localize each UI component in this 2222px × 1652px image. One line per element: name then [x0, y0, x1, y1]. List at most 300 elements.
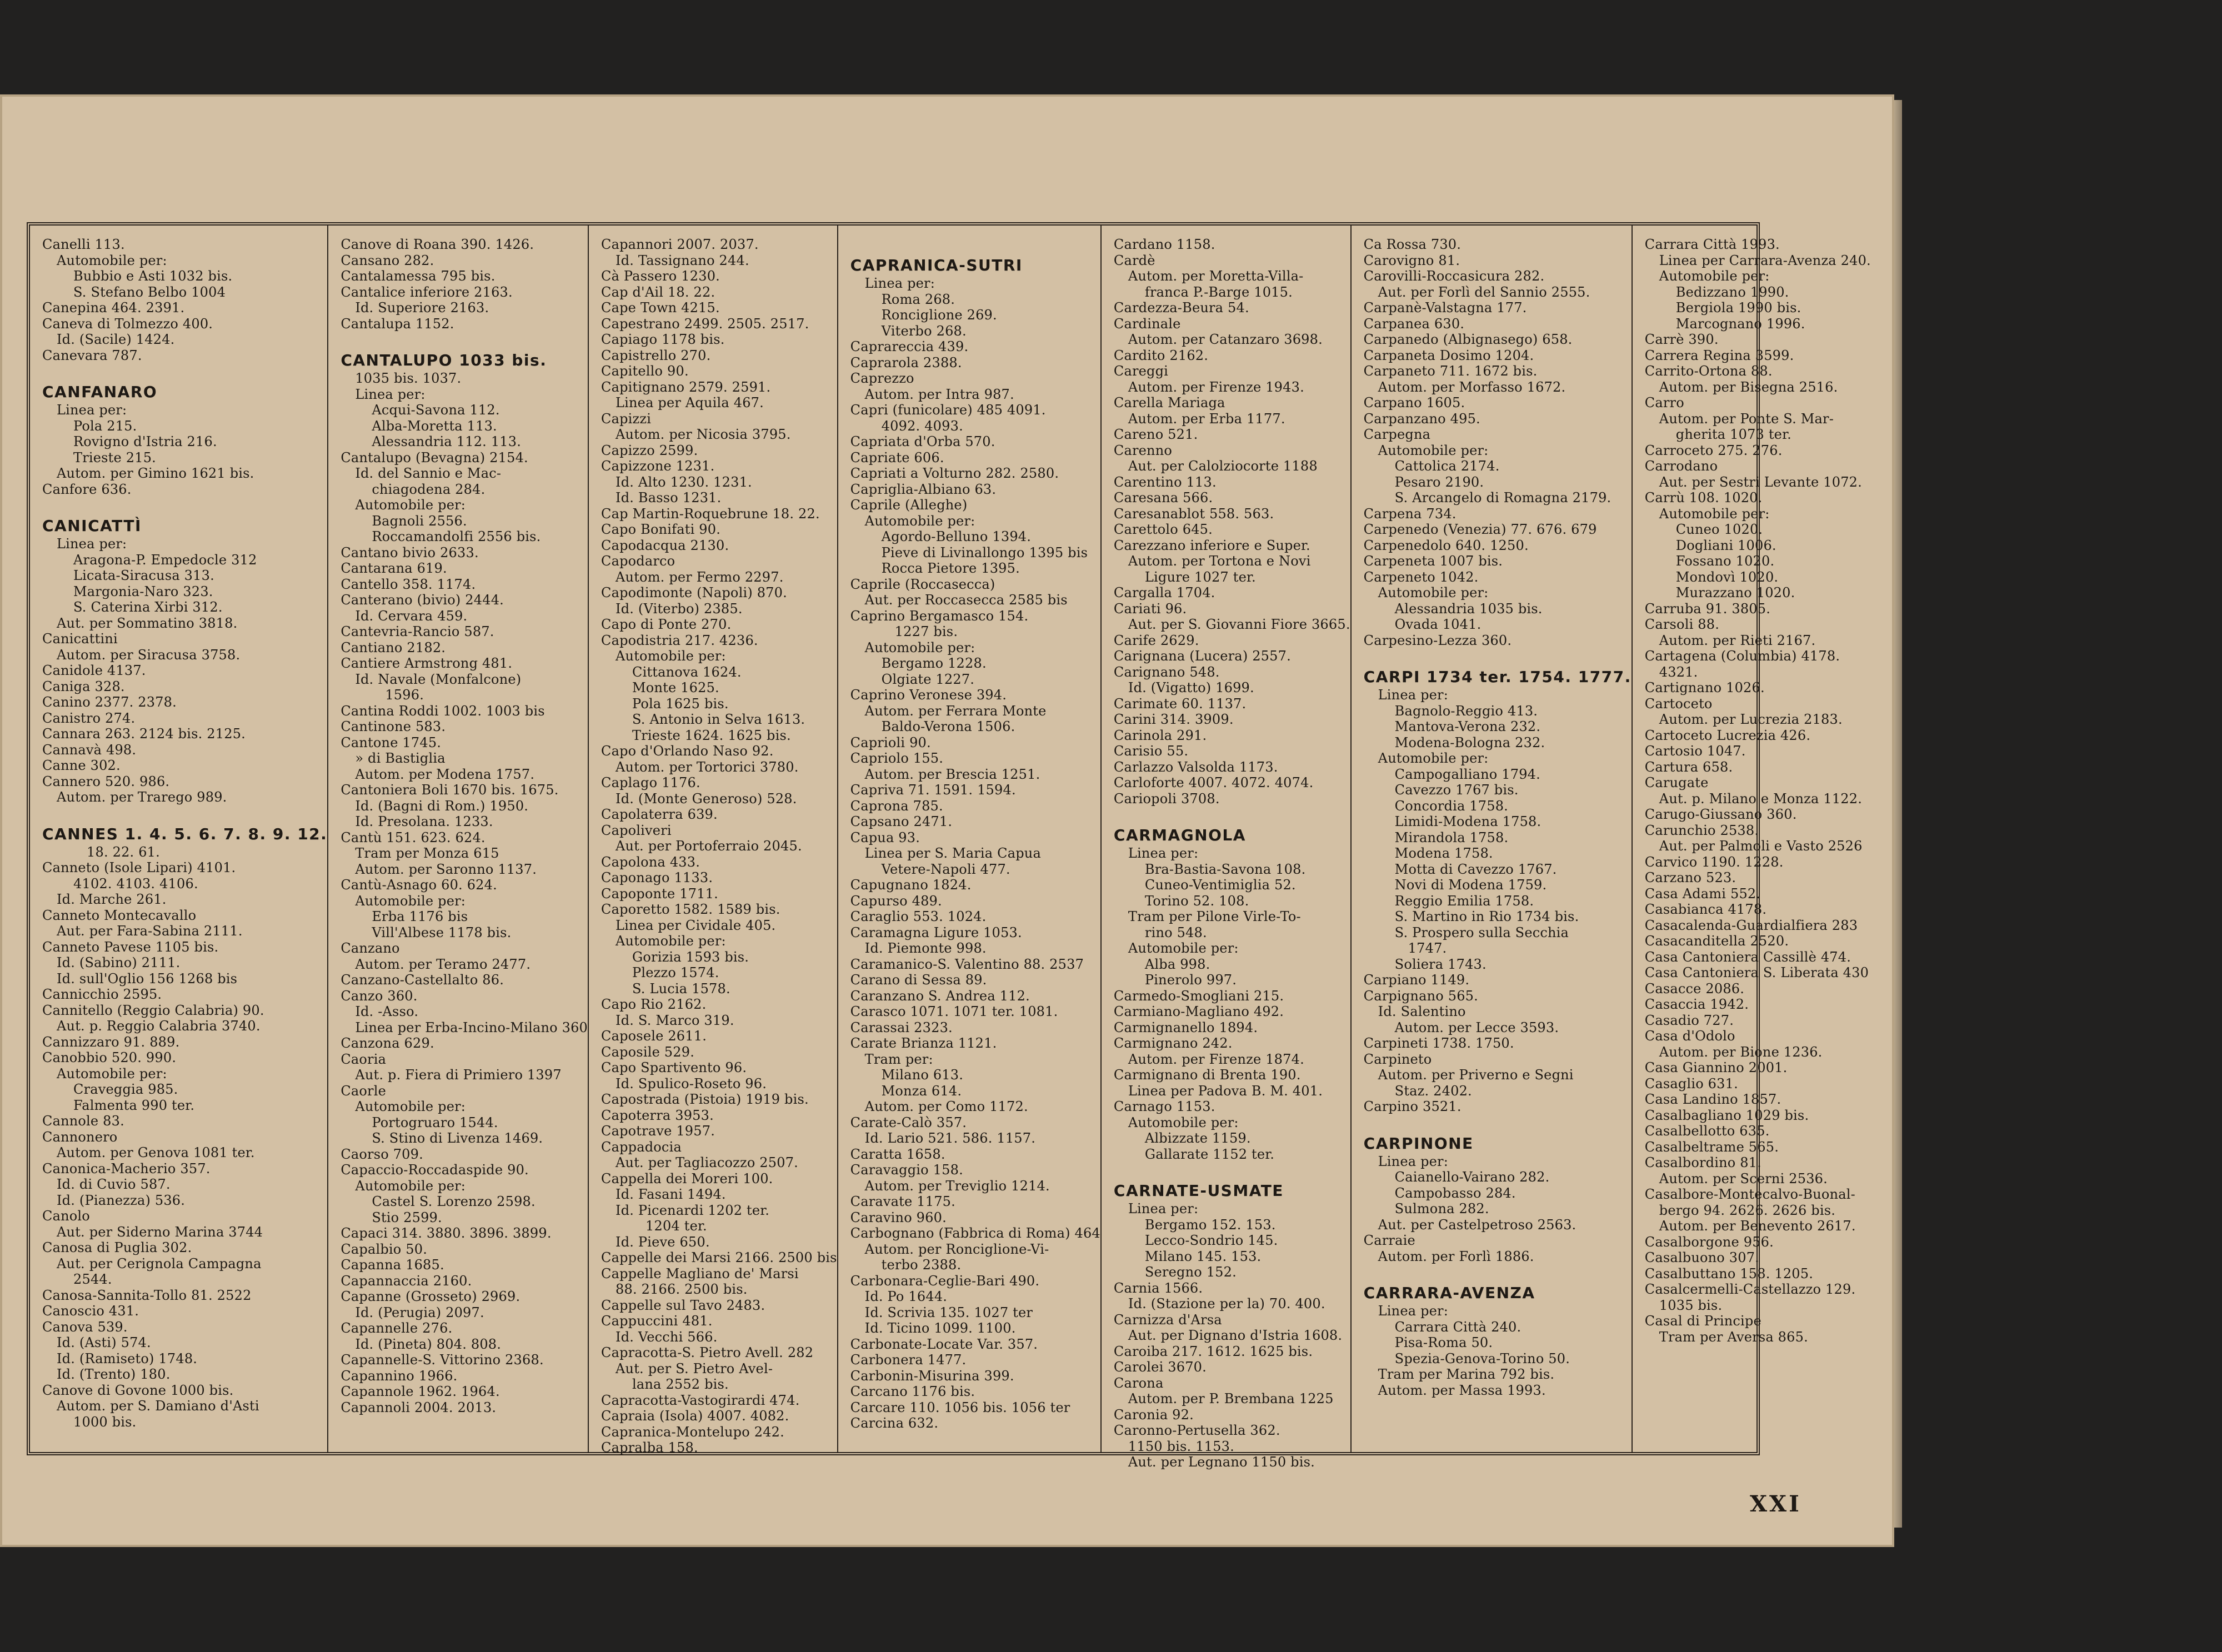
index-entry: Carpeneta 1007 bis.: [1363, 553, 1503, 569]
index-entry: Olgiate 1227.: [881, 671, 975, 687]
index-entry: Carentino 113.: [1113, 474, 1217, 490]
index-entry: S. Stino di Livenza 1469.: [372, 1130, 543, 1146]
index-entry: Milano 145. 153.: [1144, 1248, 1262, 1264]
index-entry: Caprile (Alleghe): [850, 497, 968, 513]
index-entry: Cannara 263. 2124 bis. 2125.: [42, 726, 246, 742]
index-entry: Carpineti 1738. 1750.: [1363, 1035, 1514, 1051]
index-entry: Reggio Emilia 1758.: [1394, 893, 1534, 909]
station-heading: CARPI 1734 ter. 1754. 1777.: [1363, 668, 1632, 686]
index-entry: Autom. per Ponte S. Mar-: [1659, 411, 1834, 427]
index-entry: Carruba 91. 3805.: [1644, 600, 1771, 617]
index-entry: terbo 2388.: [881, 1257, 962, 1273]
index-column-1: [30, 226, 327, 1452]
index-entry: » di Bastiglia: [355, 750, 446, 766]
index-entry: Fossano 1020.: [1675, 553, 1775, 569]
station-heading: CARMAGNOLA: [1113, 826, 1246, 844]
index-entry: Linea per:: [1378, 1303, 1449, 1319]
index-entry: Albizzate 1159.: [1144, 1130, 1251, 1146]
index-entry: Cannitello (Reggio Calabria) 90.: [42, 1002, 264, 1018]
index-entry: Id. (Stazione per la) 70. 400.: [1128, 1296, 1325, 1311]
index-entry: Carroceto 275. 276.: [1644, 442, 1783, 458]
index-entry: Caratta 1658.: [850, 1146, 945, 1162]
index-entry: Cattolica 2174.: [1394, 458, 1500, 474]
index-entry: Careno 521.: [1113, 427, 1198, 442]
index-entry: Aut. per S. Pietro Avel-: [615, 1360, 773, 1376]
index-entry: Casalbagliano 1029 bis.: [1644, 1107, 1809, 1123]
index-entry: Staz. 2402.: [1394, 1083, 1472, 1099]
index-entry: Capodacqua 2130.: [601, 537, 729, 553]
index-entry: Aut. per Legnano 1150 bis.: [1128, 1454, 1315, 1470]
index-entry: S. Martino in Rio 1734 bis.: [1394, 909, 1579, 924]
index-entry: Automobile per:: [355, 1178, 466, 1194]
index-entry: Pesaro 2190.: [1394, 474, 1484, 490]
index-entry: Cantello 358. 1174.: [341, 576, 476, 592]
index-entry: Cape Town 4215.: [601, 300, 720, 316]
index-entry: Campobasso 284.: [1394, 1185, 1516, 1201]
index-entry: chiagodena 284.: [372, 481, 486, 497]
index-entry: Autom. per Moretta-Villa-: [1128, 268, 1304, 284]
index-entry: Carona: [1113, 1375, 1164, 1391]
index-entry: Caposile 529.: [601, 1044, 695, 1060]
index-entry: Capanne (Grosseto) 2969.: [341, 1289, 521, 1304]
index-entry: 4102. 4103. 4106.: [73, 875, 198, 892]
index-entry: Capodarco: [601, 553, 675, 569]
index-entry: Soliera 1743.: [1394, 956, 1487, 972]
index-entry: Cartagena (Columbia) 4178.: [1644, 648, 1840, 664]
index-entry: Cappelle Magliano de' Marsi: [601, 1265, 799, 1281]
index-entry: Cartoceto: [1644, 695, 1713, 712]
index-entry: Cantevria-Rancio 587.: [341, 624, 494, 639]
index-entry: Capsano 2471.: [850, 814, 953, 829]
index-entry: Capriglia-Albiano 63.: [850, 481, 997, 497]
index-entry: Caorso 709.: [341, 1146, 423, 1162]
station-heading: CANFANARO: [42, 383, 158, 401]
index-entry: Canneto (Isole Lipari) 4101.: [42, 860, 236, 875]
index-entry: Id. (Asti) 574.: [57, 1335, 151, 1350]
index-entry: Carcare 110. 1056 bis. 1056 ter: [850, 1399, 1070, 1415]
index-entry: Autom. per Brescia 1251.: [864, 766, 1040, 782]
index-entry: Capranica-Montelupo 242.: [601, 1424, 784, 1440]
index-entry: Id. (Sabino) 2111.: [57, 955, 181, 970]
index-entry: Casaglio 631.: [1644, 1075, 1738, 1092]
index-entry: Automobile per:: [1128, 940, 1239, 956]
index-entry: Ovada 1041.: [1394, 617, 1482, 632]
index-entry: Id. (Bagni di Rom.) 1950.: [355, 798, 529, 814]
index-entry: Linea per:: [1378, 687, 1449, 703]
index-entry: Cantoniera Boli 1670 bis. 1675.: [341, 782, 559, 798]
index-entry: Carassai 2323.: [850, 1019, 953, 1035]
index-entry: Id. S. Marco 319.: [615, 1012, 734, 1028]
index-entry: Trieste 215.: [73, 449, 156, 465]
index-entry: Carate Brianza 1121.: [850, 1035, 997, 1051]
index-entry: Cardè: [1113, 252, 1155, 268]
index-entry: Casal di Principe: [1644, 1313, 1761, 1329]
index-entry: Linea per:: [864, 276, 935, 291]
index-entry: Alba-Moretta 113.: [372, 418, 497, 434]
index-entry: Capracotta-S. Pietro Avell. 282: [601, 1345, 814, 1360]
index-entry: Aut. per Palmoli e Vasto 2526: [1659, 838, 1863, 854]
index-entry: Autom. per Rieti 2167.: [1659, 632, 1816, 648]
index-entry: Aut. per S. Giovanni Fiore 3665.: [1128, 617, 1350, 632]
index-entry: Id. (Pianezza) 536.: [57, 1192, 186, 1208]
index-entry: Caprile (Roccasecca): [850, 576, 995, 592]
index-entry: Autom. per Teramo 2477.: [355, 956, 531, 972]
index-entry: Carugate: [1644, 775, 1709, 790]
index-entry: Capo d'Orlando Naso 92.: [601, 743, 774, 759]
index-entry: Capodistria 217. 4236.: [601, 632, 758, 648]
index-entry: Bra-Bastia-Savona 108.: [1144, 861, 1306, 877]
index-entry: Canonica-Macherio 357.: [42, 1160, 211, 1177]
index-entry: 1204 ter.: [645, 1218, 707, 1234]
index-table-frame: [27, 222, 1871, 1470]
index-entry: Casacanditella 2520.: [1644, 933, 1789, 949]
index-entry: Cariati 96.: [1113, 600, 1187, 617]
index-entry: Linea per Aquila 467.: [615, 395, 764, 411]
index-entry: Autom. per Intra 987.: [864, 386, 1014, 402]
index-entry: Canobbio 520. 990.: [42, 1050, 177, 1065]
index-entry: Carpineto: [1363, 1051, 1432, 1067]
index-entry: Canzo 360.: [341, 988, 418, 1004]
index-entry: Baldo-Verona 1506.: [881, 719, 1015, 734]
index-entry: Cantano bivio 2633.: [341, 544, 479, 560]
index-entry: Aut. p. Reggio Calabria 3740.: [57, 1018, 261, 1034]
index-entry: S. Lucia 1578.: [632, 980, 730, 997]
index-entry: franca P.-Barge 1015.: [1144, 284, 1293, 300]
index-entry: Mirandola 1758.: [1394, 829, 1509, 845]
index-entry: Carbonate-Locate Var. 357.: [850, 1336, 1038, 1352]
index-entry: Autom. per Erba 1177.: [1128, 411, 1285, 427]
index-entry: Torino 52. 108.: [1144, 893, 1249, 909]
index-entry: Carpanzano 495.: [1363, 411, 1480, 427]
index-entry: Autom. per Priverno e Segni: [1378, 1067, 1574, 1083]
index-entry: Capri (funicolare) 485 4091.: [850, 402, 1046, 418]
index-entry: Id. Scrivia 135. 1027 ter: [864, 1304, 1033, 1320]
index-entry: Capriata d'Orba 570.: [850, 434, 995, 449]
index-entry: Id. Superiore 2163.: [355, 300, 489, 316]
index-entry: Limidi-Modena 1758.: [1394, 814, 1542, 829]
index-entry: Aut. per Castelpetroso 2563.: [1378, 1217, 1577, 1233]
index-entry: Caposele 2611.: [601, 1028, 707, 1044]
index-entry: Automobile per:: [1378, 750, 1489, 766]
index-entry: Murazzano 1020.: [1675, 585, 1795, 600]
index-entry: Caronno-Pertusella 362.: [1113, 1423, 1280, 1438]
index-entry: Cardito 2162.: [1113, 347, 1209, 363]
index-entry: Capo Rio 2162.: [601, 997, 707, 1012]
index-entry: Id. (Trento) 180.: [57, 1366, 171, 1382]
index-entry: Carpesino-Lezza 360.: [1363, 632, 1512, 648]
index-entry: Rovigno d'Istria 216.: [73, 434, 217, 449]
index-entry: Carimate 60. 1137.: [1113, 695, 1247, 712]
index-entry: Id. Cervara 459.: [355, 608, 468, 624]
index-entry: Linea per:: [1128, 845, 1199, 861]
index-entry: Novi di Modena 1759.: [1394, 877, 1547, 893]
index-entry: Casalbordino 81.: [1644, 1155, 1761, 1170]
station-heading: CANICATTÌ: [42, 517, 142, 535]
index-entry: Autom. per Lecce 3593.: [1394, 1019, 1559, 1035]
index-entry: Carife 2629.: [1113, 632, 1199, 648]
index-entry: Canova 539.: [42, 1319, 128, 1335]
index-entry: Id. (Monte Generoso) 528.: [615, 790, 797, 807]
index-entry: Capoliveri: [601, 822, 672, 838]
index-entry: Id. Po 1644.: [864, 1289, 948, 1304]
index-entry: Campogalliano 1794.: [1394, 766, 1540, 782]
index-entry: Automobile per:: [1128, 1114, 1239, 1130]
index-entry: Canove di Roana 390. 1426.: [341, 237, 534, 252]
index-entry: Capizzone 1231.: [601, 458, 715, 474]
index-entry: Ligure 1027 ter.: [1144, 569, 1256, 585]
index-entry: Carrodano: [1644, 458, 1718, 474]
index-entry: Carpanè-Valstagna 177.: [1363, 300, 1527, 316]
index-entry: Casalcermelli-Castellazzo 129.: [1644, 1281, 1856, 1297]
index-entry: Automobile per:: [355, 1099, 466, 1114]
index-entry: Automobile per:: [355, 497, 466, 513]
index-entry: Craveggia 985.: [73, 1082, 178, 1097]
index-entry: S. Arcangelo di Romagna 2179.: [1394, 490, 1612, 505]
index-entry: Pola 1625 bis.: [632, 695, 729, 712]
index-entry: Capanna 1685.: [341, 1257, 444, 1273]
index-entry: Carinola 291.: [1113, 727, 1207, 743]
station-heading: CANNES 1. 4. 5. 6. 7. 8. 9. 12.: [42, 824, 328, 843]
index-entry: Casalbore-Montecalvo-Buonal-: [1644, 1187, 1855, 1202]
index-entry: Linea per:: [57, 402, 127, 418]
index-entry: Carbonin-Misurina 399.: [850, 1368, 1014, 1384]
index-entry: Ca Rossa 730.: [1363, 237, 1462, 252]
index-entry: Bergamo 152. 153.: [1144, 1217, 1276, 1233]
index-entry: Canneto Pavese 1105 bis.: [42, 939, 219, 955]
index-entry: Marcognano 1996.: [1675, 316, 1805, 332]
index-entry: Capo Bonifati 90.: [601, 522, 721, 537]
index-entry: Casacce 2086.: [1644, 980, 1745, 997]
index-entry: Canistro 274.: [42, 710, 136, 726]
index-entry: Carlazzo Valsolda 1173.: [1113, 759, 1278, 775]
index-entry: Cantalupo (Bevagna) 2154.: [341, 449, 528, 465]
index-entry: Casaccia 1942.: [1644, 997, 1749, 1012]
index-entry: Rocca Pietore 1395.: [881, 560, 1020, 576]
index-entry: Automobile per:: [57, 252, 167, 268]
index-columns: [30, 226, 1871, 1470]
index-entry: Canzano: [341, 940, 400, 956]
index-entry: Carbognano (Fabbrica di Roma) 464: [850, 1225, 1100, 1241]
index-entry: rino 548.: [1144, 924, 1207, 940]
index-entry: Autom. per Tortona e Novi: [1128, 553, 1311, 569]
index-entry: Id. (Viterbo) 2385.: [615, 600, 743, 617]
index-entry: Id. Navale (Monfalcone): [355, 671, 522, 687]
index-entry: Id. del Sannio e Mac-: [355, 465, 502, 481]
index-entry: Aut. per Tagliacozzo 2507.: [615, 1155, 799, 1170]
index-entry: Falmenta 990 ter.: [73, 1097, 195, 1113]
index-entry: Id. (Vigatto) 1699.: [1128, 680, 1254, 695]
index-entry: Linea per Padova B. M. 401.: [1128, 1083, 1323, 1099]
index-entry: Carpegna: [1363, 427, 1431, 442]
index-entry: Capralba 158.: [601, 1440, 698, 1455]
index-entry: Vetere-Napoli 477.: [881, 861, 1010, 877]
index-entry: Carraie: [1363, 1233, 1415, 1248]
index-entry: Id. Piemonte 998.: [864, 940, 987, 956]
index-entry: Agordo-Belluno 1394.: [881, 529, 1032, 544]
index-entry: Capizzi: [601, 411, 652, 427]
index-entry: Canicattini: [42, 631, 118, 647]
index-entry: Autom. per Massa 1993.: [1378, 1382, 1546, 1398]
index-entry: Vill'Albese 1178 bis.: [372, 924, 512, 940]
station-heading: CARRARA-AVENZA: [1363, 1284, 1535, 1302]
index-column-6: [1350, 226, 1632, 1452]
index-entry: Alessandria 112. 113.: [372, 434, 522, 449]
index-entry: Linea per Carrara-Avenza 240.: [1659, 252, 1871, 268]
index-entry: Capo Spartivento 96.: [601, 1060, 747, 1075]
index-entry: Autom. per Benevento 2617.: [1659, 1218, 1856, 1234]
index-entry: Cavezzo 1767 bis.: [1394, 782, 1519, 798]
index-entry: Carpano 1605.: [1363, 395, 1465, 411]
index-entry: Aragona-P. Empedocle 312: [73, 552, 257, 568]
index-entry: Canosa di Puglia 302.: [42, 1240, 192, 1255]
index-entry: Carnia 1566.: [1113, 1280, 1203, 1296]
index-entry: Acqui-Savona 112.: [372, 402, 500, 418]
index-entry: Monte 1625.: [632, 680, 719, 695]
index-entry: Cap Martin-Roquebrune 18. 22.: [601, 505, 820, 522]
index-entry: Automobile per:: [1659, 268, 1770, 284]
index-entry: Autom. per Siracusa 3758.: [57, 647, 241, 663]
index-column-7: [1632, 226, 1871, 1452]
index-entry: Caianello-Vairano 282.: [1394, 1169, 1550, 1185]
index-entry: Id. Spulico-Roseto 96.: [615, 1075, 767, 1092]
index-entry: Autom. per Catanzaro 3698.: [1128, 332, 1323, 347]
index-entry: Id. Tassignano 244.: [615, 252, 749, 268]
index-entry: Aut. per Forlì del Sannio 2555.: [1378, 284, 1590, 300]
index-entry: Carugo-Giussano 360.: [1644, 807, 1797, 822]
index-entry: gherita 1073 ter.: [1675, 427, 1791, 442]
index-entry: Caponago 1133.: [601, 870, 713, 885]
index-entry: Cartura 658.: [1644, 759, 1733, 775]
index-entry: Capolaterra 639.: [601, 807, 718, 822]
index-entry: Capua 93.: [850, 829, 920, 845]
index-entry: Capannino 1966.: [341, 1368, 458, 1384]
index-entry: Carovigno 81.: [1363, 252, 1460, 268]
index-entry: Autom. per Ferrara Monte: [864, 703, 1047, 719]
index-entry: Automobile per:: [864, 513, 975, 529]
index-entry: 1150 bis. 1153.: [1128, 1438, 1234, 1454]
index-entry: Cargalla 1704.: [1113, 585, 1215, 600]
index-entry: Casa Cantoniera S. Liberata 430: [1644, 965, 1869, 980]
index-entry: Canosa-Sannita-Tollo 81. 2522: [42, 1287, 252, 1303]
index-entry: Id. Alto 1230. 1231.: [615, 474, 752, 490]
index-entry: Alessandria 1035 bis.: [1394, 600, 1543, 617]
index-entry: Carsoli 88.: [1644, 617, 1720, 632]
index-entry: Autom. per Gimino 1621 bis.: [57, 465, 254, 481]
index-entry: Gallarate 1152 ter.: [1144, 1146, 1275, 1162]
index-entry: 18. 22. 61.: [87, 844, 160, 860]
index-entry: Carrara Città 240.: [1394, 1319, 1522, 1335]
index-entry: Aut. p. Milano e Monza 1122.: [1659, 790, 1863, 807]
index-entry: Cannavà 498.: [42, 742, 137, 758]
index-entry: Casa d'Odolo: [1644, 1028, 1735, 1044]
index-entry: Linea per:: [57, 536, 127, 552]
station-heading: CARPINONE: [1363, 1134, 1474, 1153]
index-entry: Autom. per Lucrezia 2183.: [1659, 712, 1843, 727]
index-entry: Carmignano di Brenta 190.: [1113, 1067, 1301, 1083]
index-entry: Capannelle-S. Vittorino 2368.: [341, 1352, 544, 1368]
index-entry: Cap d'Ail 18. 22.: [601, 284, 715, 300]
index-entry: Cittanova 1624.: [632, 664, 742, 680]
index-entry: Carovilli-Roccasicura 282.: [1363, 268, 1545, 284]
index-entry: Cartoceto Lucrezia 426.: [1644, 727, 1811, 743]
index-entry: Seregno 152.: [1144, 1264, 1237, 1280]
index-entry: Capitignano 2579. 2591.: [601, 379, 771, 395]
index-entry: Canfore 636.: [42, 481, 132, 497]
index-entry: Caneva di Tolmezzo 400.: [42, 316, 213, 332]
index-entry: Canolo: [42, 1208, 90, 1224]
index-entry: Canoscio 431.: [42, 1303, 139, 1319]
index-entry: Cantalamessa 795 bis.: [341, 268, 496, 284]
index-entry: Automobile per:: [355, 893, 466, 909]
index-entry: Capistrello 270.: [601, 347, 711, 363]
index-entry: Carvico 1190. 1228.: [1644, 854, 1784, 870]
index-entry: Carcano 1176 bis.: [850, 1384, 975, 1399]
index-entry: bergo 94. 2626. 2626 bis.: [1659, 1202, 1836, 1218]
index-entry: Canevara 787.: [42, 347, 142, 363]
index-entry: Autom. per Bisegna 2516.: [1659, 379, 1838, 395]
index-entry: Aut. p. Fiera di Primiero 1397: [355, 1067, 562, 1083]
index-entry: Caniga 328.: [42, 678, 125, 694]
index-entry: Casa Adami 552.: [1644, 885, 1761, 902]
index-entry: Carpanedo (Albignasego) 658.: [1363, 332, 1573, 347]
index-entry: Capriolo 155.: [850, 750, 944, 766]
index-entry: Casabianca 4178.: [1644, 902, 1767, 917]
index-entry: Automobile per:: [1659, 505, 1770, 522]
index-entry: Mondovì 1020.: [1675, 569, 1779, 585]
index-entry: Canzona 629.: [341, 1035, 434, 1051]
index-entry: Careggi: [1113, 363, 1169, 379]
index-entry: Aut. per Dignano d'Istria 1608.: [1128, 1328, 1343, 1343]
index-entry: Cannole 83.: [42, 1113, 124, 1129]
index-entry: 1000 bis.: [73, 1414, 137, 1430]
index-entry: Aut. per Fara-Sabina 2111.: [57, 923, 243, 939]
index-entry: Carella Mariaga: [1113, 395, 1225, 411]
index-entry: Lecco-Sondrio 145.: [1144, 1233, 1278, 1248]
index-entry: 1035 bis.: [1659, 1297, 1723, 1313]
index-entry: Linea per:: [1378, 1153, 1449, 1169]
index-entry: Tram per Aversa 865.: [1659, 1329, 1808, 1345]
index-entry: Automobile per:: [57, 1065, 167, 1082]
index-entry: Carpena 734.: [1363, 505, 1457, 522]
index-entry: Carignana (Lucera) 2557.: [1113, 648, 1291, 664]
page-number: XXI: [1750, 1491, 1801, 1517]
index-entry: Carrù 108. 1020.: [1644, 490, 1763, 505]
index-entry: S. Prospero sulla Secchia: [1394, 924, 1569, 940]
index-entry: Id. (Ramiseto) 1748.: [57, 1350, 198, 1366]
index-entry: Casalbeltrame 565.: [1644, 1139, 1779, 1155]
index-entry: Caprioli 90.: [850, 734, 931, 750]
index-entry: Caramagna Ligure 1053.: [850, 924, 1022, 940]
index-entry: Aut. per Cerignola Campagna: [57, 1255, 262, 1271]
index-entry: Carolei 3670.: [1113, 1359, 1207, 1375]
index-entry: Linea per:: [1128, 1201, 1199, 1217]
index-entry: Carnago 1153.: [1113, 1099, 1215, 1114]
index-entry: Id. sull'Oglio 156 1268 bis: [57, 970, 238, 987]
index-entry: Roccamandolfi 2556 bis.: [372, 529, 541, 544]
index-entry: Carbonera 1477.: [850, 1352, 967, 1368]
index-entry: Carasco 1071. 1071 ter. 1081.: [850, 1004, 1058, 1019]
index-entry: Capannori 2007. 2037.: [601, 237, 759, 252]
index-entry: Caravate 1175.: [850, 1194, 955, 1209]
index-entry: Autom. per P. Brembana 1225: [1128, 1391, 1334, 1406]
index-entry: Caprezzo: [850, 371, 914, 386]
index-entry: Carzano 523.: [1644, 870, 1736, 885]
index-entry: Carpeneto 1042.: [1363, 569, 1479, 585]
index-entry: Carezzano inferiore e Super.: [1113, 537, 1310, 553]
index-entry: Sulmona 282.: [1394, 1201, 1489, 1217]
index-entry: Cuneo-Ventimiglia 52.: [1144, 877, 1296, 893]
index-entry: Canelli 113.: [42, 237, 125, 252]
